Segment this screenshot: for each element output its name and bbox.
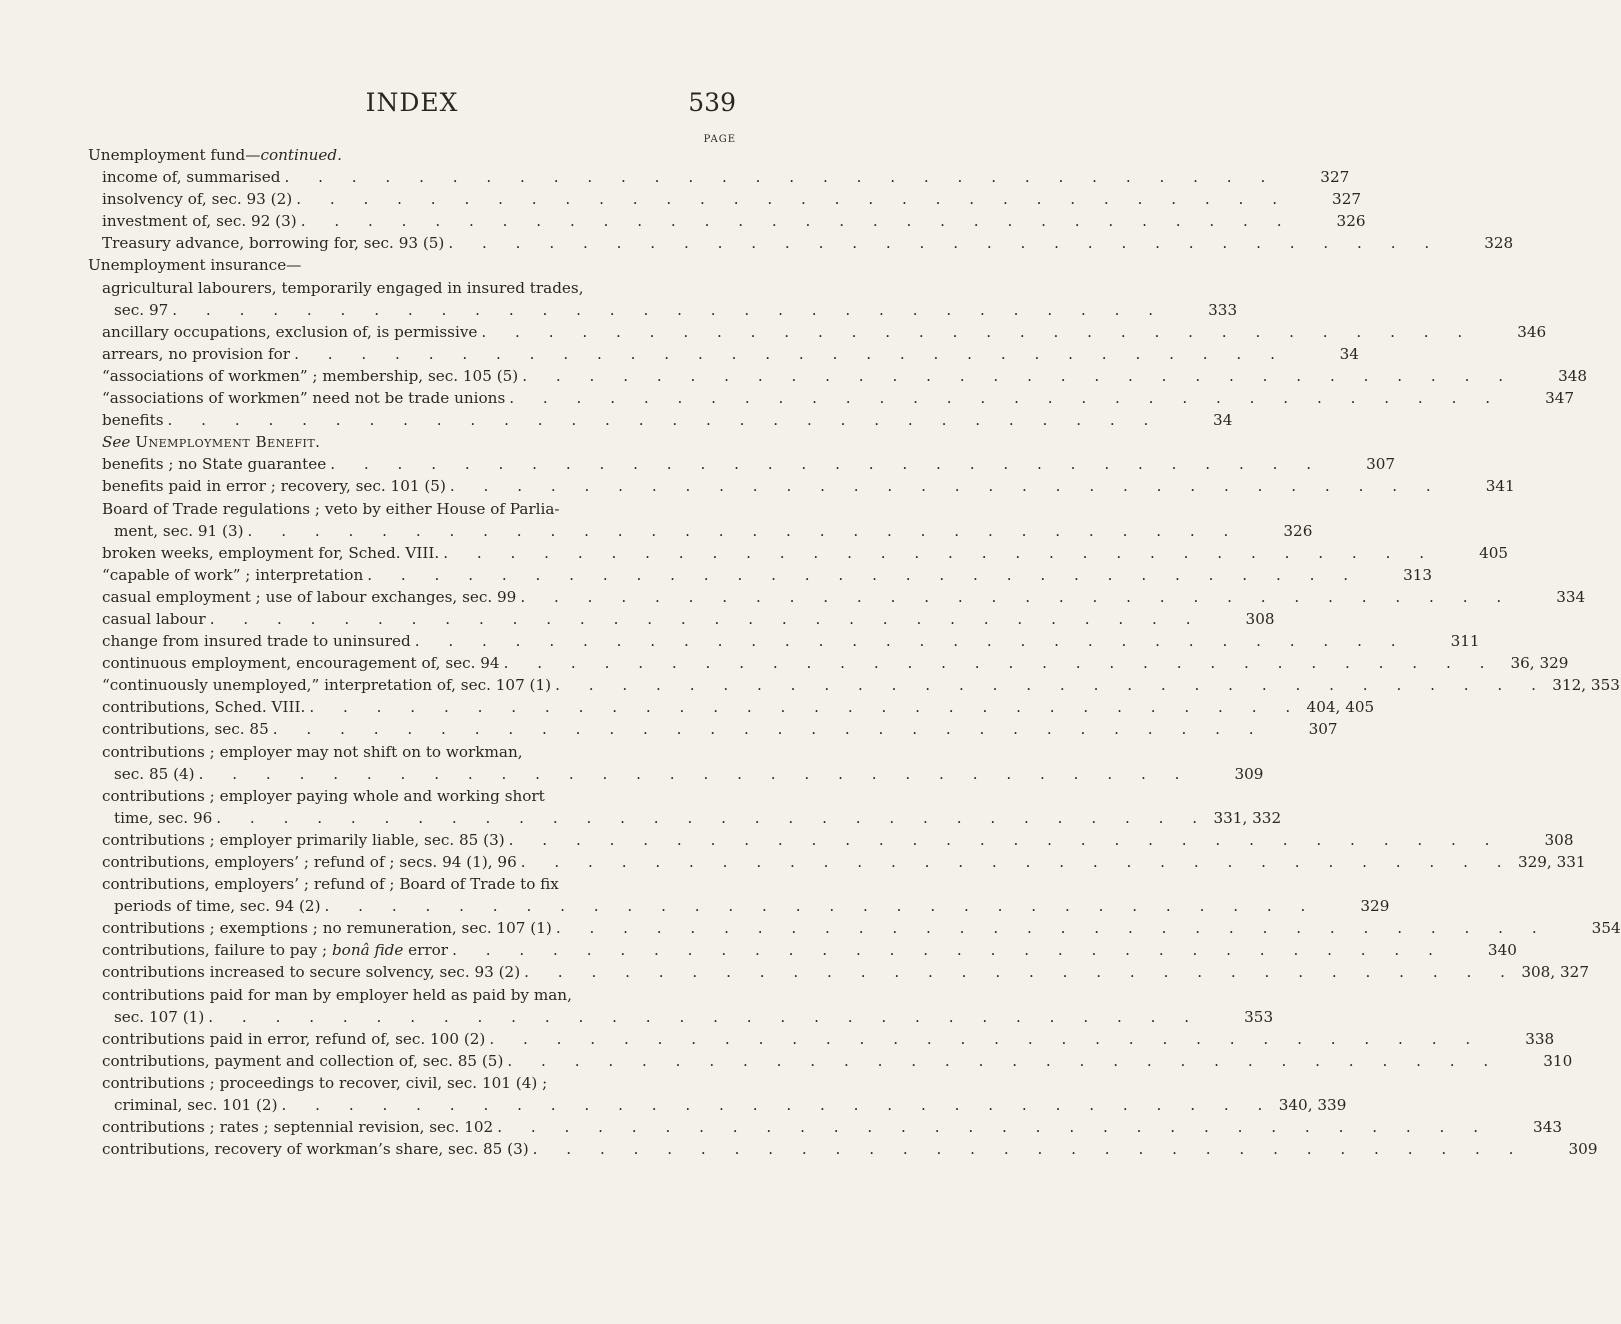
entry-text: sec. 97 [114, 300, 169, 319]
leader-dots: . . . . . . . . . . . . . . . . . . . . . . . . . . . . . . [208, 1007, 1202, 1026]
leader-dots: . . . . . . . . . . . . . . . . . . . . . . . . . . . . . . [520, 853, 1514, 871]
index-entry [88, 652, 1569, 674]
index-entry-line [88, 365, 1588, 387]
index-entry [88, 1050, 1573, 1072]
index-entry-line [88, 696, 1375, 718]
entry-page: 34 [1213, 411, 1233, 430]
entry-page: 340 [1487, 941, 1517, 960]
entry-page: 326 [1283, 521, 1313, 540]
entry-page: 333 [1208, 300, 1238, 319]
index-entry [88, 1138, 1598, 1160]
leader-dots: . . . . . . . . . . . . . . . . . . . . . . . . . . . . . . [522, 366, 1516, 385]
entry-text: contributions, Sched. VIII. [102, 698, 306, 717]
index-entry-line [88, 232, 1514, 254]
entry-page: 309 [1234, 764, 1264, 783]
index-entry [88, 696, 1375, 718]
page-column-label: PAGE [703, 134, 736, 145]
entry-text-line1: contributions ; employer may not shift on to workman, [102, 742, 523, 761]
index-entry [88, 321, 1547, 343]
entry-text: Treasury advance, borrowing for, sec. 93 (5) [102, 234, 445, 253]
entry-page: 341 [1485, 477, 1515, 496]
entry-page: 34 [1339, 344, 1359, 363]
leader-dots: . . . . . . . . . . . . . . . . . . . . . . . . . . . . . . [281, 1096, 1275, 1115]
heading-text: Unemployment insurance— [88, 256, 302, 275]
index-entry [88, 453, 1396, 475]
leader-dots: . . . . . . . . . . . . . . . . . . . . . . . . . . . . . . [272, 720, 1266, 739]
leader-dots: . . . . . . . . . . . . . . . . . . . . . . . . . . . . . . [497, 1118, 1491, 1137]
entry-text: casual labour [102, 609, 206, 628]
leader-dots: . . . . . . . . . . . . . . . . . . . . . . . . . . . . . . [367, 565, 1361, 584]
index-entry [88, 1072, 1347, 1116]
entry-page: 329, 331 [1517, 853, 1586, 871]
entry-page: 309 [1568, 1140, 1598, 1159]
entry-text: “associations of workmen” need not be trade unions [102, 389, 506, 408]
index-entry-line [88, 1116, 1563, 1138]
entry-text: contributions ; employer primarily liable, sec. 85 (3) [102, 830, 505, 849]
leader-dots: . . . . . . . . . . . . . . . . . . . . . . . . . . . . . . [198, 764, 1192, 783]
leader-dots: . . . . . . . . . . . . . . . . . . . . . . . . . . . . . . [414, 632, 1408, 651]
leader-dots: . . . . . . . . . . . . . . . . . . . . . . . . . . . . . . [555, 676, 1548, 695]
index-entry [88, 608, 1275, 630]
entry-text: benefits [102, 411, 164, 430]
entry-page: 328 [1484, 234, 1514, 253]
entry-text: change from insured trade to uninsured [102, 632, 411, 651]
index-entry-line [88, 387, 1575, 409]
index-entry [88, 277, 1238, 321]
leader-dots: . . . . . . . . . . . . . . . . . . . . . . . . . . . . . . [449, 477, 1443, 496]
index-entry-line [88, 321, 1547, 343]
index-entry-line [88, 166, 1350, 188]
entry-text: ancillary occupations, exclusion of, is permissive [102, 322, 478, 341]
index-entry [88, 984, 1274, 1028]
entry-page: 343 [1533, 1118, 1563, 1137]
leader-dots: . . . . . . . . . . . . . . . . . . . . . . . . . . . . . . [520, 587, 1514, 606]
index-entry [88, 718, 1338, 740]
entry-page: 334 [1556, 587, 1586, 606]
index-entry-line [88, 1028, 1555, 1050]
entry-page: 326 [1336, 212, 1366, 231]
entry-text: time, sec. 96 [114, 808, 213, 827]
leader-dots: . . . . . . . . . . . . . . . . . . . . . . . . . . . . . . [507, 1051, 1501, 1070]
entry-text: income of, summarised [102, 168, 281, 187]
entry-page: 307 [1308, 720, 1338, 739]
leader-dots: . . . . . . . . . . . . . . . . . . . . . . . . . . . . . . [294, 344, 1287, 363]
index-entry-line [88, 652, 1569, 674]
entry-page: 312, 353 [1552, 676, 1620, 695]
leader-dots: . . . . . . . . . . . . . . . . . . . . . . . . . . . . . . [330, 455, 1324, 474]
leader-dots: . . . . . . . . . . . . . . . . . . . . . . . . . . . . . . [489, 1029, 1483, 1048]
entry-text-line1: contributions, employers’ ; refund of ; Board of Trade to fix [102, 875, 559, 894]
index-entry-line [88, 210, 1366, 232]
see-label: See [102, 433, 131, 452]
entry-page: 36, 329 [1510, 654, 1569, 673]
entry-text: contributions, employers’ ; refund of ; secs. 94 (1), 96 [102, 853, 517, 871]
index-entry [88, 166, 1350, 188]
index-entry-line [88, 939, 1517, 961]
index-entry-line [88, 718, 1338, 740]
cross-reference [88, 431, 736, 453]
index-entry-line [88, 630, 1480, 652]
entry-page: 308, 327 [1521, 963, 1589, 982]
entry-text-line1: Board of Trade regulations ; veto by either House of Parlia- [102, 499, 560, 518]
leader-dots: . . . . . . . . . . . . . . . . . . . . . . . . . . . . . . [508, 830, 1502, 849]
entry-text: investment of, sec. 92 (3) [102, 212, 297, 231]
entry-text: sec. 85 (4) [114, 764, 195, 783]
index-entry [88, 431, 736, 453]
entry-page: 348 [1558, 366, 1588, 385]
index-entry-line [88, 608, 1275, 630]
leader-dots: . . . . . . . . . . . . . . . . . . . . . . . . . . . . . . [324, 897, 1318, 916]
index-entry-line [88, 564, 1433, 586]
leader-dots: . . . . . . . . . . . . . . . . . . . . . . . . . . . . . . [448, 234, 1442, 253]
index-entry [88, 254, 736, 276]
index-entry-line [88, 343, 1359, 365]
leader-dots: . . . . . . . . . . . . . . . . . . . . . . . . . . . . . . [172, 300, 1166, 319]
leader-dots: . . . . . . . . . . . . . . . . . . . . . . . . . . . . . . [309, 698, 1303, 717]
leader-dots: . . . . . . . . . . . . . . . . . . . . . . . . . . . . . . [209, 609, 1203, 628]
index-entry [88, 409, 1233, 431]
entry-page: 311 [1450, 632, 1480, 651]
leader-dots: . . . . . . . . . . . . . . . . . . . . . . . . . . . . . . [532, 1140, 1526, 1159]
leader-dots: . . . . . . . . . . . . . . . . . . . . . . . . . . . . . . [555, 919, 1549, 938]
index-entry-line [88, 895, 1390, 917]
page-number: 539 [688, 88, 736, 117]
index-entry-line [88, 586, 1586, 608]
index-entry [88, 542, 1509, 564]
index-entry [88, 210, 1366, 232]
entry-text [102, 939, 448, 961]
heading-text: Unemployment fund— [88, 146, 261, 164]
index-entry [88, 829, 1574, 851]
index-entry-line [88, 763, 1264, 785]
index-entry-line [88, 851, 1586, 873]
leader-dots: . . . . . . . . . . . . . . . . . . . . . . . . . . . . . . [216, 808, 1210, 827]
index-entry-line [88, 1050, 1573, 1072]
entry-page: 308 [1544, 830, 1574, 849]
entry-text: “capable of work” ; interpretation [102, 565, 364, 584]
entry-text: casual employment ; use of labour exchanges, sec. 99 [102, 587, 517, 606]
entry-text: arrears, no provision for [102, 344, 291, 363]
main-heading [88, 254, 736, 276]
leader-dots: . . . . . . . . . . . . . . . . . . . . . . . . . . . . . . [443, 543, 1437, 562]
entry-text: contributions ; rates ; septennial revision, sec. 102 [102, 1118, 494, 1137]
entry-text-italic: bonâ fide [331, 941, 404, 960]
index-entry [88, 475, 1515, 497]
index-entry [88, 873, 1390, 917]
entry-text: “continuously unemployed,” interpretation of, sec. 107 (1) [102, 676, 552, 695]
entry-text: contributions ; exemptions ; no remuneration, sec. 107 (1) [102, 919, 552, 938]
index-entry-line [88, 475, 1515, 497]
index-entry [88, 741, 1264, 785]
entry-text: benefits paid in error ; recovery, sec. 101 (5) [102, 477, 446, 496]
index-entry [88, 961, 1589, 983]
entry-text: criminal, sec. 101 (2) [114, 1096, 278, 1115]
entry-text: contributions increased to secure solvency, sec. 93 (2) [102, 963, 521, 982]
entry-text: contributions, sec. 85 [102, 720, 269, 739]
entry-page: 329 [1360, 897, 1390, 916]
entry-page: 327 [1320, 168, 1350, 187]
index-entry-line [88, 520, 1313, 542]
entry-text-line1: contributions ; employer paying whole and working short [102, 786, 545, 805]
entry-text: ment, sec. 91 (3) [114, 521, 244, 540]
entry-page: 347 [1545, 389, 1575, 408]
entry-page: 310 [1543, 1051, 1573, 1070]
entry-text: insolvency of, sec. 93 (2) [102, 190, 293, 209]
entry-page: 327 [1332, 190, 1362, 209]
index-entry [88, 1028, 1555, 1050]
leader-dots: . . . . . . . . . . . . . . . . . . . . . . . . . . . . . . [481, 322, 1475, 341]
entry-text: contributions, payment and collection of, sec. 85 (5) [102, 1051, 504, 1070]
entry-page: 405 [1479, 543, 1509, 562]
index-list [88, 144, 1621, 1160]
index-entry [88, 917, 1621, 939]
entry-text-line1: agricultural labourers, temporarily engaged in insured trades, [102, 278, 584, 297]
entry-page: 313 [1403, 565, 1433, 584]
index-entry [88, 188, 1362, 210]
leader-dots: . . . . . . . . . . . . . . . . . . . . . . . . . . . . . . [296, 190, 1290, 209]
heading-continued: continued. [260, 146, 342, 164]
entry-text-after: error [403, 941, 449, 960]
entry-text-line1: contributions paid for man by employer held as paid by man, [102, 985, 572, 1004]
index-entry-line [88, 674, 1620, 696]
index-entry [88, 387, 1575, 409]
entry-page: 331, 332 [1213, 808, 1282, 827]
index-entry-line [88, 453, 1396, 475]
leader-dots: . . . . . . . . . . . . . . . . . . . . . . . . . . . . . . [300, 212, 1294, 231]
leader-dots: . . . . . . . . . . . . . . . . . . . . . . . . . . . . . . [452, 941, 1445, 960]
index-entry [88, 586, 1586, 608]
index-entry [88, 630, 1480, 652]
index-entry [88, 1116, 1563, 1138]
index-entry [88, 785, 1282, 829]
index-entry-line [88, 299, 1238, 321]
leader-dots: . . . . . . . . . . . . . . . . . . . . . . . . . . . . . . [503, 654, 1497, 673]
entry-text-before: contributions, failure to pay ; [102, 941, 332, 960]
entry-text-line1: contributions ; proceedings to recover, civil, sec. 101 (4) ; [102, 1073, 548, 1092]
index-entry [88, 851, 1586, 873]
index-entry [88, 232, 1514, 254]
index-entry [88, 144, 736, 166]
leader-dots: . . . . . . . . . . . . . . . . . . . . . . . . . . . . . . [167, 411, 1161, 430]
leader-dots: . . . . . . . . . . . . . . . . . . . . . . . . . . . . . . [284, 168, 1278, 187]
index-entry [88, 343, 1359, 365]
page-header [88, 88, 736, 122]
entry-text: benefits ; no State guarantee [102, 455, 327, 474]
entry-text: broken weeks, employment for, Sched. VIII. [102, 543, 440, 562]
see-target: Unemployment Benefit. [135, 433, 321, 452]
entry-text: contributions, recovery of workman’s share, sec. 85 (3) [102, 1140, 529, 1159]
index-entry-line [88, 1094, 1347, 1116]
index-entry [88, 564, 1433, 586]
entry-page: 404, 405 [1306, 698, 1375, 717]
main-heading [88, 144, 736, 166]
index-entry-line [88, 961, 1589, 983]
index-entry [88, 939, 1517, 961]
entry-text: contributions paid in error, refund of, sec. 100 (2) [102, 1029, 486, 1048]
index-entry-line [88, 917, 1621, 939]
index-entry-line [88, 829, 1574, 851]
index-entry-line [88, 188, 1362, 210]
leader-dots: . . . . . . . . . . . . . . . . . . . . . . . . . . . . . . [247, 521, 1241, 540]
entry-text: “associations of workmen” ; membership, sec. 105 (5) [102, 366, 519, 385]
entry-text: sec. 107 (1) [114, 1007, 205, 1026]
entry-text: periods of time, sec. 94 (2) [114, 897, 321, 916]
index-entry [88, 674, 1620, 696]
running-title: INDEX [365, 88, 459, 117]
index-entry-line [88, 409, 1233, 431]
entry-page: 346 [1517, 322, 1547, 341]
index-entry-line [88, 1138, 1598, 1160]
leader-dots: . . . . . . . . . . . . . . . . . . . . . . . . . . . . . . [509, 389, 1503, 408]
entry-page: 338 [1525, 1029, 1555, 1048]
index-entry-line [88, 542, 1509, 564]
index-entry [88, 365, 1588, 387]
entry-page: 340, 339 [1278, 1096, 1347, 1115]
entry-page: 354 [1591, 919, 1621, 938]
entry-text: continuous employment, encouragement of, sec. 94 [102, 654, 500, 673]
leader-dots: . . . . . . . . . . . . . . . . . . . . . . . . . . . . . . [524, 963, 1517, 982]
index-entry-line [88, 1006, 1274, 1028]
entry-page: 307 [1366, 455, 1396, 474]
index-entry-line [88, 807, 1282, 829]
entry-page: 353 [1244, 1007, 1274, 1026]
index-entry [88, 498, 1313, 542]
entry-page: 308 [1245, 609, 1275, 628]
